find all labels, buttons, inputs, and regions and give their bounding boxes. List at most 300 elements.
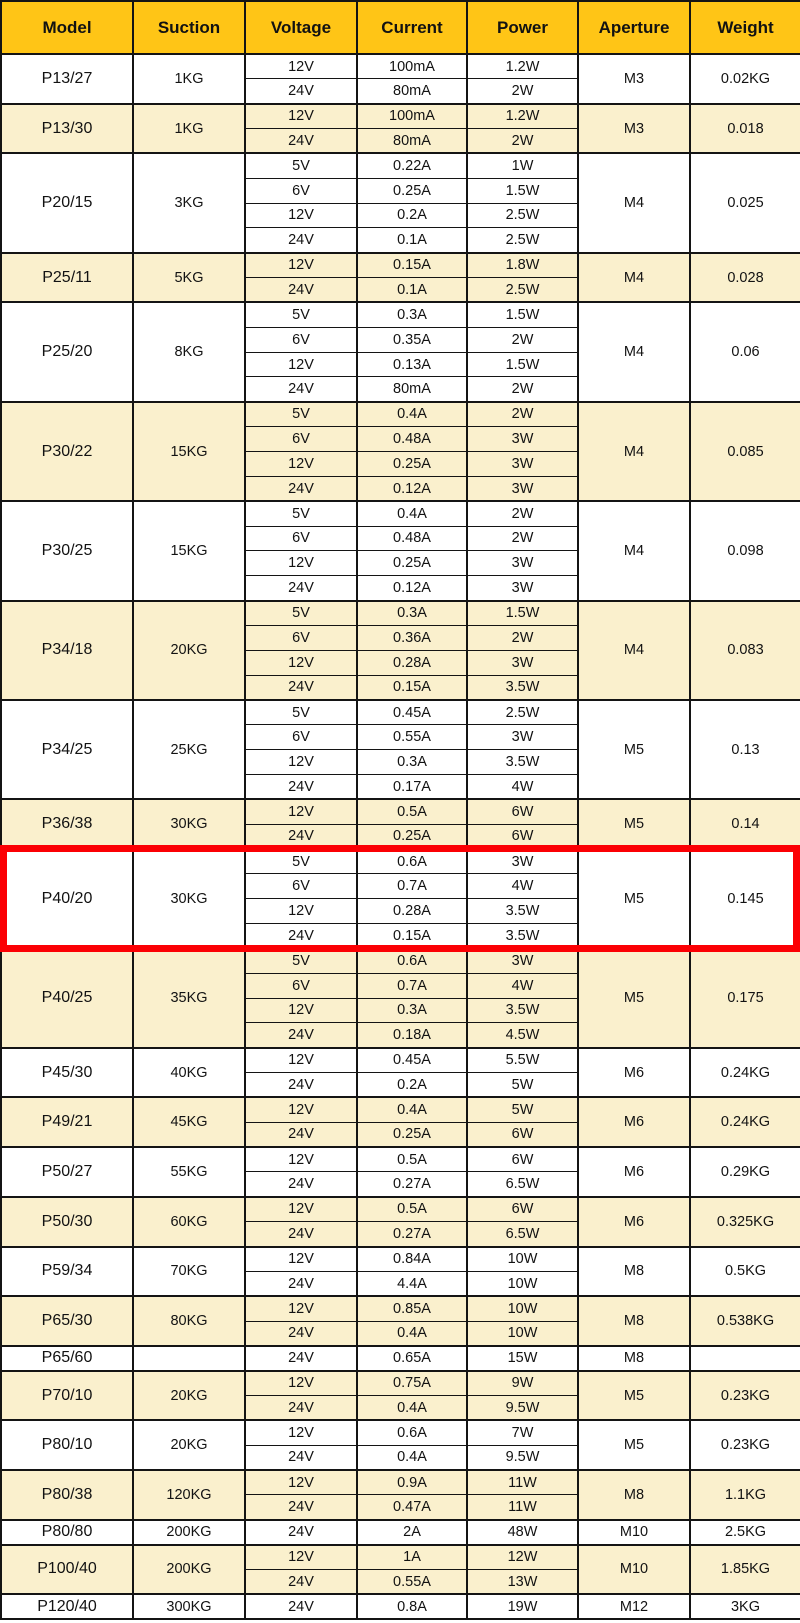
suction-cell: 200KG — [133, 1520, 245, 1545]
spec-row — [1, 1097, 800, 1122]
voltage-cell: 6V — [245, 526, 357, 551]
power-cell: 2W — [467, 129, 578, 154]
power-cell: 1.5W — [467, 352, 578, 377]
power-cell: 6W — [467, 1197, 578, 1222]
weight-cell: 0.02KG — [690, 54, 800, 104]
current-cell: 0.4A — [357, 1445, 467, 1470]
model-group-p70-10 — [1, 1371, 800, 1421]
suction-cell: 45KG — [133, 1097, 245, 1147]
model-cell: P34/25 — [1, 700, 133, 799]
header-row — [1, 1, 800, 54]
aperture-cell: M8 — [578, 1346, 690, 1371]
power-cell: 5W — [467, 1073, 578, 1098]
current-cell: 0.3A — [357, 601, 467, 626]
spec-row — [1, 54, 800, 79]
column-header-current: Current — [357, 1, 467, 54]
suction-cell: 1KG — [133, 54, 245, 104]
current-cell: 0.47A — [357, 1495, 467, 1520]
spec-row — [1, 1520, 800, 1545]
power-cell: 3W — [467, 576, 578, 601]
suction-cell: 20KG — [133, 1371, 245, 1421]
power-cell: 2.5W — [467, 278, 578, 303]
current-cell: 0.7A — [357, 973, 467, 998]
model-cell: P40/20 — [1, 849, 133, 948]
suction-cell: 1KG — [133, 104, 245, 154]
spec-row — [1, 849, 800, 874]
power-cell: 3W — [467, 452, 578, 477]
aperture-cell: M5 — [578, 849, 690, 948]
model-cell: P30/22 — [1, 402, 133, 501]
current-cell: 100mA — [357, 104, 467, 129]
power-cell: 6W — [467, 1122, 578, 1147]
voltage-cell: 24V — [245, 1520, 357, 1545]
model-cell: P20/15 — [1, 153, 133, 252]
weight-cell: 2.5KG — [690, 1520, 800, 1545]
model-group-p30-25 — [1, 501, 800, 600]
model-group-p20-15 — [1, 153, 800, 252]
model-cell: P49/21 — [1, 1097, 133, 1147]
model-cell: P65/30 — [1, 1296, 133, 1346]
aperture-cell: M4 — [578, 153, 690, 252]
current-cell: 0.27A — [357, 1172, 467, 1197]
voltage-cell: 5V — [245, 601, 357, 626]
voltage-cell: 12V — [245, 1247, 357, 1272]
spec-row — [1, 1048, 800, 1073]
suction-cell: 5KG — [133, 253, 245, 303]
current-cell: 0.55A — [357, 725, 467, 750]
model-group-p34-18 — [1, 601, 800, 700]
power-cell: 19W — [467, 1594, 578, 1619]
power-cell: 48W — [467, 1520, 578, 1545]
current-cell: 0.85A — [357, 1296, 467, 1321]
aperture-cell: M4 — [578, 601, 690, 700]
current-cell: 0.5A — [357, 1147, 467, 1172]
aperture-cell: M5 — [578, 799, 690, 849]
current-cell: 0.4A — [357, 402, 467, 427]
current-cell: 0.48A — [357, 427, 467, 452]
current-cell: 0.4A — [357, 1097, 467, 1122]
power-cell: 1.8W — [467, 253, 578, 278]
power-cell: 1.5W — [467, 178, 578, 203]
voltage-cell: 12V — [245, 899, 357, 924]
voltage-cell: 5V — [245, 948, 357, 973]
aperture-cell: M3 — [578, 104, 690, 154]
spec-row — [1, 253, 800, 278]
model-cell: P50/30 — [1, 1197, 133, 1247]
model-group-p65-30 — [1, 1296, 800, 1346]
current-cell: 0.6A — [357, 1420, 467, 1445]
current-cell: 0.36A — [357, 625, 467, 650]
power-cell: 3.5W — [467, 899, 578, 924]
current-cell: 0.12A — [357, 576, 467, 601]
voltage-cell: 6V — [245, 327, 357, 352]
model-group-p13-30 — [1, 104, 800, 154]
model-cell: P65/60 — [1, 1346, 133, 1371]
power-cell: 3.5W — [467, 750, 578, 775]
aperture-cell: M4 — [578, 402, 690, 501]
voltage-cell: 24V — [245, 774, 357, 799]
power-cell: 1.5W — [467, 601, 578, 626]
current-cell: 0.9A — [357, 1470, 467, 1495]
current-cell: 0.18A — [357, 1023, 467, 1048]
voltage-cell: 12V — [245, 352, 357, 377]
aperture-cell: M10 — [578, 1545, 690, 1595]
weight-cell: 0.325KG — [690, 1197, 800, 1247]
column-header-voltage: Voltage — [245, 1, 357, 54]
model-group-p80-10 — [1, 1420, 800, 1470]
aperture-cell: M12 — [578, 1594, 690, 1619]
suction-cell: 55KG — [133, 1147, 245, 1197]
model-group-p50-27 — [1, 1147, 800, 1197]
model-group-p80-80 — [1, 1520, 800, 1545]
aperture-cell: M6 — [578, 1097, 690, 1147]
model-cell: P50/27 — [1, 1147, 133, 1197]
power-cell: 3W — [467, 551, 578, 576]
power-cell: 1W — [467, 153, 578, 178]
power-cell: 4W — [467, 973, 578, 998]
aperture-cell: M8 — [578, 1247, 690, 1297]
current-cell: 0.7A — [357, 874, 467, 899]
voltage-cell: 5V — [245, 302, 357, 327]
model-group-p30-22 — [1, 402, 800, 501]
weight-cell: 0.13 — [690, 700, 800, 799]
column-header-model: Model — [1, 1, 133, 54]
current-cell: 80mA — [357, 377, 467, 402]
spec-row — [1, 799, 800, 824]
aperture-cell: M4 — [578, 253, 690, 303]
suction-cell: 20KG — [133, 601, 245, 700]
current-cell: 0.55A — [357, 1569, 467, 1594]
model-cell: P34/18 — [1, 601, 133, 700]
voltage-cell: 12V — [245, 1470, 357, 1495]
model-group-p59-34 — [1, 1247, 800, 1297]
current-cell: 0.27A — [357, 1222, 467, 1247]
current-cell: 0.4A — [357, 1396, 467, 1421]
suction-cell: 8KG — [133, 302, 245, 401]
current-cell: 0.15A — [357, 253, 467, 278]
voltage-cell: 12V — [245, 203, 357, 228]
power-cell: 2.5W — [467, 228, 578, 253]
aperture-cell: M5 — [578, 700, 690, 799]
suction-cell: 20KG — [133, 1420, 245, 1470]
aperture-cell: M5 — [578, 1420, 690, 1470]
suction-cell — [133, 1346, 245, 1371]
voltage-cell: 12V — [245, 253, 357, 278]
current-cell: 4.4A — [357, 1271, 467, 1296]
voltage-cell: 24V — [245, 476, 357, 501]
weight-cell: 0.24KG — [690, 1048, 800, 1098]
spec-row — [1, 948, 800, 973]
power-cell: 5W — [467, 1097, 578, 1122]
model-cell: P80/80 — [1, 1520, 133, 1545]
spec-row — [1, 1545, 800, 1570]
model-group-p50-30 — [1, 1197, 800, 1247]
voltage-cell: 6V — [245, 874, 357, 899]
voltage-cell: 12V — [245, 1420, 357, 1445]
power-cell: 3.5W — [467, 998, 578, 1023]
current-cell: 0.22A — [357, 153, 467, 178]
suction-cell: 15KG — [133, 501, 245, 600]
power-cell: 3.5W — [467, 924, 578, 949]
power-cell: 10W — [467, 1271, 578, 1296]
voltage-cell: 5V — [245, 402, 357, 427]
power-cell: 3W — [467, 476, 578, 501]
current-cell: 0.65A — [357, 1346, 467, 1371]
voltage-cell: 24V — [245, 278, 357, 303]
aperture-cell: M10 — [578, 1520, 690, 1545]
column-header-power: Power — [467, 1, 578, 54]
model-group-p65-60 — [1, 1346, 800, 1371]
current-cell: 80mA — [357, 79, 467, 104]
power-cell: 2W — [467, 402, 578, 427]
weight-cell: 0.175 — [690, 948, 800, 1047]
weight-cell: 0.24KG — [690, 1097, 800, 1147]
power-cell: 1.2W — [467, 104, 578, 129]
power-cell: 2W — [467, 377, 578, 402]
aperture-cell: M3 — [578, 54, 690, 104]
current-cell: 0.1A — [357, 228, 467, 253]
model-cell: P13/27 — [1, 54, 133, 104]
suction-cell: 40KG — [133, 1048, 245, 1098]
weight-cell: 0.14 — [690, 799, 800, 849]
voltage-cell: 24V — [245, 1271, 357, 1296]
model-cell: P80/10 — [1, 1420, 133, 1470]
voltage-cell: 24V — [245, 1346, 357, 1371]
aperture-cell: M8 — [578, 1470, 690, 1520]
suction-cell: 60KG — [133, 1197, 245, 1247]
voltage-cell: 6V — [245, 725, 357, 750]
voltage-cell: 24V — [245, 1495, 357, 1520]
current-cell: 0.3A — [357, 302, 467, 327]
power-cell: 6W — [467, 1147, 578, 1172]
current-cell: 0.1A — [357, 278, 467, 303]
voltage-cell: 12V — [245, 1545, 357, 1570]
model-group-p120-40 — [1, 1594, 800, 1619]
suction-cell: 15KG — [133, 402, 245, 501]
model-cell: P40/25 — [1, 948, 133, 1047]
weight-cell: 0.083 — [690, 601, 800, 700]
voltage-cell: 12V — [245, 1296, 357, 1321]
weight-cell: 0.145 — [690, 849, 800, 948]
voltage-cell: 24V — [245, 1222, 357, 1247]
weight-cell: 1.85KG — [690, 1545, 800, 1595]
model-cell: P100/40 — [1, 1545, 133, 1595]
power-cell: 9.5W — [467, 1445, 578, 1470]
voltage-cell: 6V — [245, 973, 357, 998]
spec-row — [1, 1247, 800, 1272]
current-cell: 0.84A — [357, 1247, 467, 1272]
current-cell: 0.25A — [357, 1122, 467, 1147]
voltage-cell: 12V — [245, 998, 357, 1023]
spec-row — [1, 700, 800, 725]
current-cell: 0.28A — [357, 899, 467, 924]
power-cell: 11W — [467, 1470, 578, 1495]
suction-cell: 300KG — [133, 1594, 245, 1619]
current-cell: 80mA — [357, 129, 467, 154]
current-cell: 0.5A — [357, 799, 467, 824]
weight-cell: 1.1KG — [690, 1470, 800, 1520]
power-cell: 7W — [467, 1420, 578, 1445]
current-cell: 0.3A — [357, 750, 467, 775]
power-cell: 2W — [467, 79, 578, 104]
aperture-cell: M4 — [578, 302, 690, 401]
current-cell: 0.5A — [357, 1197, 467, 1222]
current-cell: 0.2A — [357, 1073, 467, 1098]
model-group-p40-20 — [1, 849, 800, 948]
model-cell: P30/25 — [1, 501, 133, 600]
suction-cell: 35KG — [133, 948, 245, 1047]
spec-row — [1, 402, 800, 427]
voltage-cell: 24V — [245, 79, 357, 104]
spec-row — [1, 1296, 800, 1321]
voltage-cell: 12V — [245, 1048, 357, 1073]
voltage-cell: 6V — [245, 427, 357, 452]
suction-cell: 70KG — [133, 1247, 245, 1297]
model-cell: P36/38 — [1, 799, 133, 849]
current-cell: 2A — [357, 1520, 467, 1545]
voltage-cell: 24V — [245, 1073, 357, 1098]
suction-cell: 25KG — [133, 700, 245, 799]
voltage-cell: 12V — [245, 750, 357, 775]
voltage-cell: 24V — [245, 1172, 357, 1197]
voltage-cell: 12V — [245, 104, 357, 129]
power-cell: 2.5W — [467, 203, 578, 228]
power-cell: 3W — [467, 849, 578, 874]
voltage-cell: 24V — [245, 1321, 357, 1346]
spec-row — [1, 501, 800, 526]
power-cell: 13W — [467, 1569, 578, 1594]
column-header-aperture: Aperture — [578, 1, 690, 54]
current-cell: 0.35A — [357, 327, 467, 352]
voltage-cell: 24V — [245, 1396, 357, 1421]
power-cell: 2.5W — [467, 700, 578, 725]
suction-cell: 30KG — [133, 849, 245, 948]
model-cell: P25/11 — [1, 253, 133, 303]
model-group-p13-27 — [1, 54, 800, 104]
spec-row — [1, 153, 800, 178]
power-cell: 3.5W — [467, 675, 578, 700]
weight-cell: 3KG — [690, 1594, 800, 1619]
current-cell: 0.48A — [357, 526, 467, 551]
voltage-cell: 24V — [245, 129, 357, 154]
current-cell: 0.2A — [357, 203, 467, 228]
weight-cell: 0.5KG — [690, 1247, 800, 1297]
weight-cell: 0.085 — [690, 402, 800, 501]
current-cell: 0.8A — [357, 1594, 467, 1619]
power-cell: 6.5W — [467, 1222, 578, 1247]
voltage-cell: 24V — [245, 675, 357, 700]
power-cell: 4.5W — [467, 1023, 578, 1048]
current-cell: 0.75A — [357, 1371, 467, 1396]
model-group-p36-38 — [1, 799, 800, 849]
spec-row — [1, 1346, 800, 1371]
current-cell: 0.25A — [357, 551, 467, 576]
spec-row — [1, 302, 800, 327]
current-cell: 0.25A — [357, 178, 467, 203]
power-cell: 6.5W — [467, 1172, 578, 1197]
current-cell: 0.45A — [357, 1048, 467, 1073]
voltage-cell: 24V — [245, 228, 357, 253]
weight-cell: 0.098 — [690, 501, 800, 600]
model-cell: P70/10 — [1, 1371, 133, 1421]
voltage-cell: 24V — [245, 576, 357, 601]
power-cell: 3W — [467, 725, 578, 750]
current-cell: 0.45A — [357, 700, 467, 725]
aperture-cell: M5 — [578, 1371, 690, 1421]
model-group-p80-38 — [1, 1470, 800, 1520]
weight-cell: 0.028 — [690, 253, 800, 303]
weight-cell: 0.025 — [690, 153, 800, 252]
current-cell: 0.6A — [357, 849, 467, 874]
weight-cell: 0.06 — [690, 302, 800, 401]
power-cell: 10W — [467, 1247, 578, 1272]
weight-cell: 0.23KG — [690, 1371, 800, 1421]
power-cell: 3W — [467, 948, 578, 973]
current-cell: 0.13A — [357, 352, 467, 377]
current-cell: 0.6A — [357, 948, 467, 973]
suction-cell: 80KG — [133, 1296, 245, 1346]
current-cell: 100mA — [357, 54, 467, 79]
spec-row — [1, 1470, 800, 1495]
power-cell: 15W — [467, 1346, 578, 1371]
voltage-cell: 6V — [245, 625, 357, 650]
voltage-cell: 12V — [245, 1147, 357, 1172]
model-cell: P120/40 — [1, 1594, 133, 1619]
power-cell: 9.5W — [467, 1396, 578, 1421]
power-cell: 4W — [467, 874, 578, 899]
power-cell: 1.5W — [467, 302, 578, 327]
current-cell: 0.25A — [357, 824, 467, 849]
power-cell: 2W — [467, 501, 578, 526]
power-cell: 11W — [467, 1495, 578, 1520]
power-cell: 3W — [467, 427, 578, 452]
suction-cell: 3KG — [133, 153, 245, 252]
model-group-p49-21 — [1, 1097, 800, 1147]
voltage-cell: 24V — [245, 1023, 357, 1048]
power-cell: 10W — [467, 1296, 578, 1321]
model-group-p34-25 — [1, 700, 800, 799]
voltage-cell: 12V — [245, 1097, 357, 1122]
suction-cell: 200KG — [133, 1545, 245, 1595]
aperture-cell: M5 — [578, 948, 690, 1047]
suction-cell: 30KG — [133, 799, 245, 849]
column-header-suction: Suction — [133, 1, 245, 54]
voltage-cell: 12V — [245, 452, 357, 477]
suction-cell: 120KG — [133, 1470, 245, 1520]
model-group-p40-25 — [1, 948, 800, 1047]
weight-cell: 0.29KG — [690, 1147, 800, 1197]
power-cell: 9W — [467, 1371, 578, 1396]
model-group-p25-11 — [1, 253, 800, 303]
weight-cell: 0.23KG — [690, 1420, 800, 1470]
model-cell: P25/20 — [1, 302, 133, 401]
weight-cell — [690, 1346, 800, 1371]
power-cell: 2W — [467, 625, 578, 650]
voltage-cell: 12V — [245, 1371, 357, 1396]
power-cell: 2W — [467, 327, 578, 352]
current-cell: 0.3A — [357, 998, 467, 1023]
aperture-cell: M6 — [578, 1197, 690, 1247]
model-cell: P13/30 — [1, 104, 133, 154]
current-cell: 1A — [357, 1545, 467, 1570]
spec-row — [1, 1147, 800, 1172]
weight-cell: 0.538KG — [690, 1296, 800, 1346]
voltage-cell: 24V — [245, 1569, 357, 1594]
voltage-cell: 12V — [245, 54, 357, 79]
power-cell: 12W — [467, 1545, 578, 1570]
voltage-cell: 12V — [245, 799, 357, 824]
aperture-cell: M4 — [578, 501, 690, 600]
